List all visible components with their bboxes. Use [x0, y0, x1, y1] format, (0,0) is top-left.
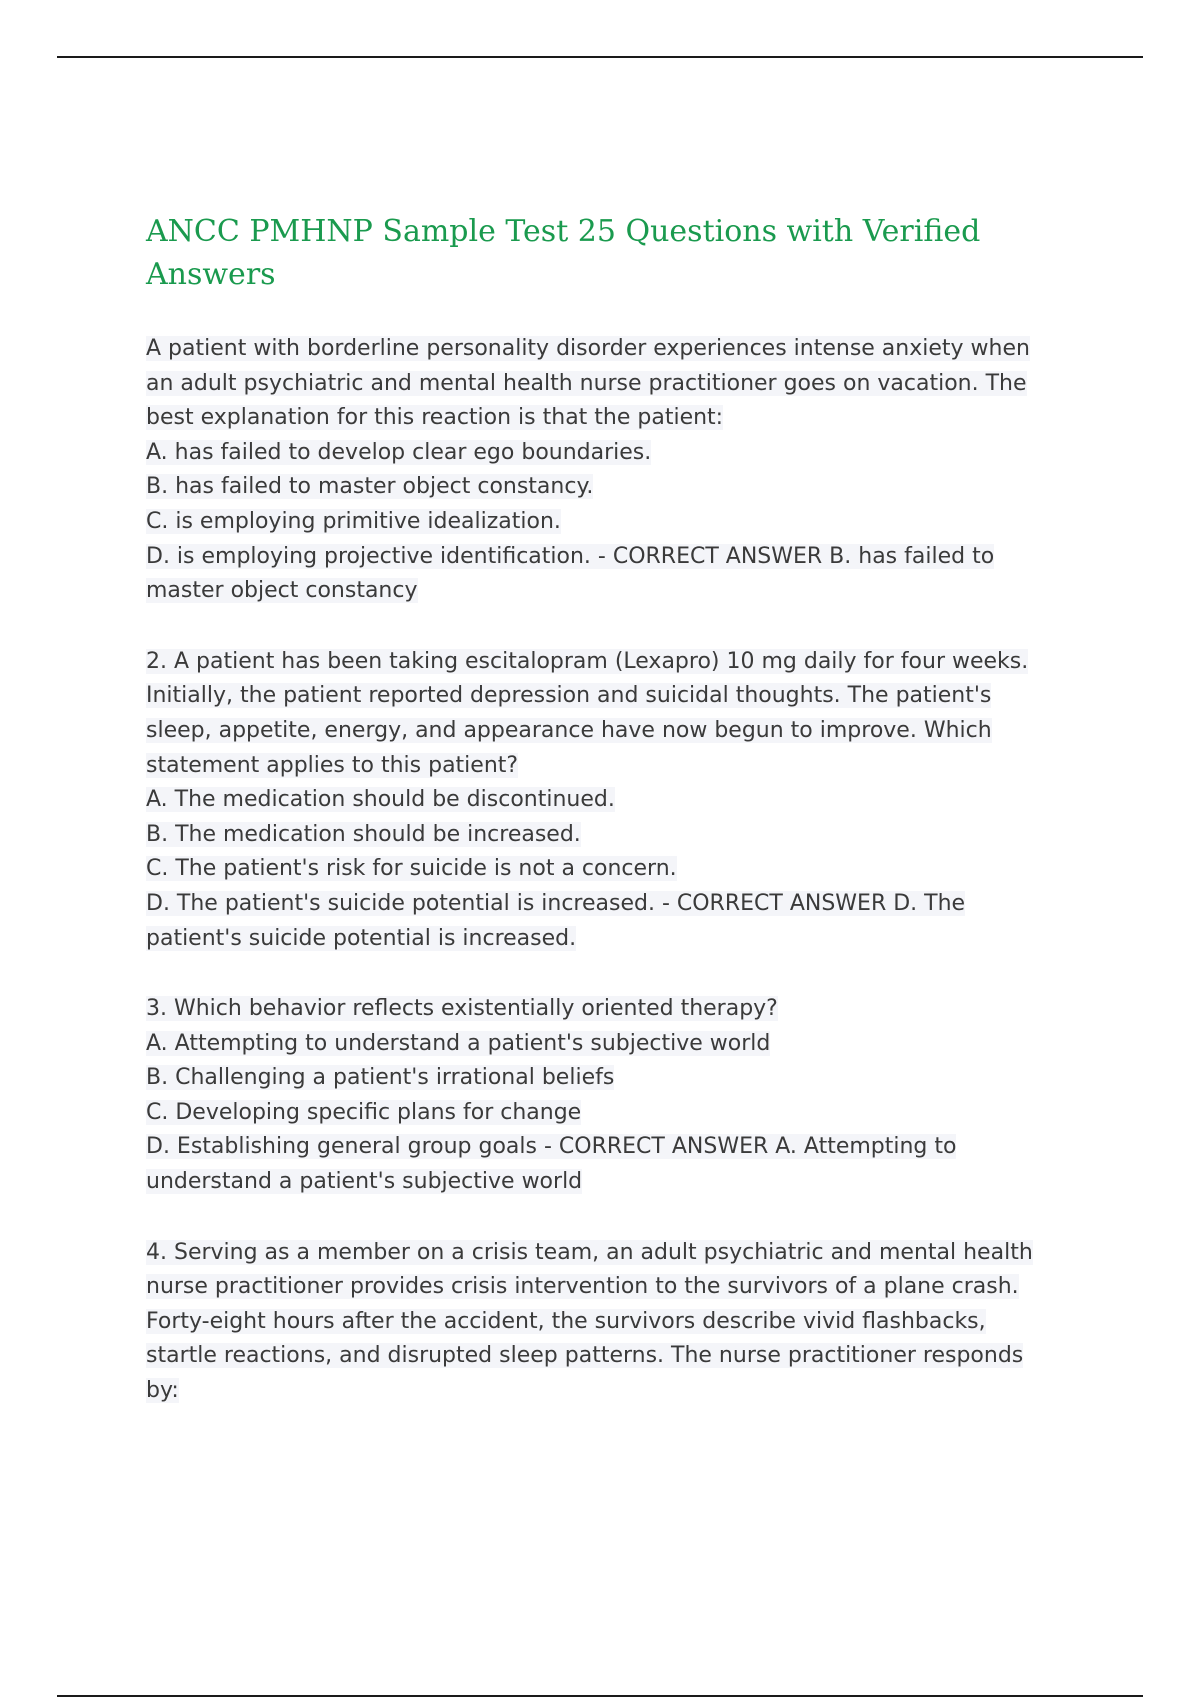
answer-option: D. is employing projective identification. - CORRECT ANSWER B. has failed to [146, 543, 995, 569]
question-4 [146, 1236, 1081, 1409]
title-line: Answers [146, 257, 276, 292]
question-line: Forty-eight hours after the accident, the survivors describe vivid flashbacks, [146, 1308, 986, 1334]
answer-option: A. The medication should be discontinued. [146, 787, 615, 813]
top-rule [57, 56, 1143, 58]
question-line: nurse practitioner provides crisis intervention to the survivors of a plane crash. [146, 1274, 1019, 1300]
answer-option: A. has failed to develop clear ego boundaries. [146, 439, 652, 465]
question-line: A patient with borderline personality disorder experiences intense anxiety when [146, 336, 1030, 361]
question-line: 4. Serving as a member on a crisis team, an adult psychiatric and mental health [146, 1239, 1033, 1265]
answer-option: D. Establishing general group goals - CORRECT ANSWER A. Attempting to [146, 1134, 957, 1160]
answer-option: D. The patient's suicide potential is increased. - CORRECT ANSWER D. The [146, 890, 966, 916]
answer-option: B. has failed to master object constancy. [146, 474, 594, 500]
answer-option: C. is employing primitive idealization. [146, 508, 561, 534]
question-line: startle reactions, and disrupted sleep patterns. The nurse practitioner responds [146, 1343, 1024, 1369]
document-title [146, 210, 1081, 296]
question-3 [146, 992, 1081, 1200]
answer-option: B. Challenging a patient's irrational beliefs [146, 1065, 615, 1091]
question-line: 2. A patient has been taking escitalopram (Lexapro) 10 mg daily for four weeks. [146, 648, 1029, 674]
question-line: 3. Which behavior reflects existentially oriented therapy? [146, 996, 778, 1022]
question-line: statement applies to this patient? [146, 752, 519, 778]
question-line: by: [146, 1378, 179, 1404]
question-line: best explanation for this reaction is that the patient: [146, 405, 724, 431]
document-body [146, 210, 1081, 1445]
answer-option: C. The patient's risk for suicide is not a concern. [146, 856, 677, 882]
bottom-rule [57, 1695, 1143, 1697]
answer-option: B. The medication should be increased. [146, 821, 581, 847]
answer-option: C. Developing specific plans for change [146, 1099, 582, 1125]
correct-answer: patient's suicide potential is increased. [146, 925, 577, 951]
question-line: sleep, appetite, energy, and appearance have now begun to improve. Which [146, 717, 992, 743]
answer-option: A. Attempting to understand a patient's subjective world [146, 1030, 771, 1056]
question-1 [146, 332, 1081, 609]
question-line: Initially, the patient reported depression and suicidal thoughts. The patient's [146, 683, 992, 709]
correct-answer: understand a patient's subjective world [146, 1169, 583, 1195]
question-line: an adult psychiatric and mental health nurse practitioner goes on vacation. The [146, 370, 1027, 396]
correct-answer: master object constancy [146, 578, 418, 604]
question-2 [146, 645, 1081, 956]
title-line: ANCC PMHNP Sample Test 25 Questions with Verified [146, 214, 981, 249]
